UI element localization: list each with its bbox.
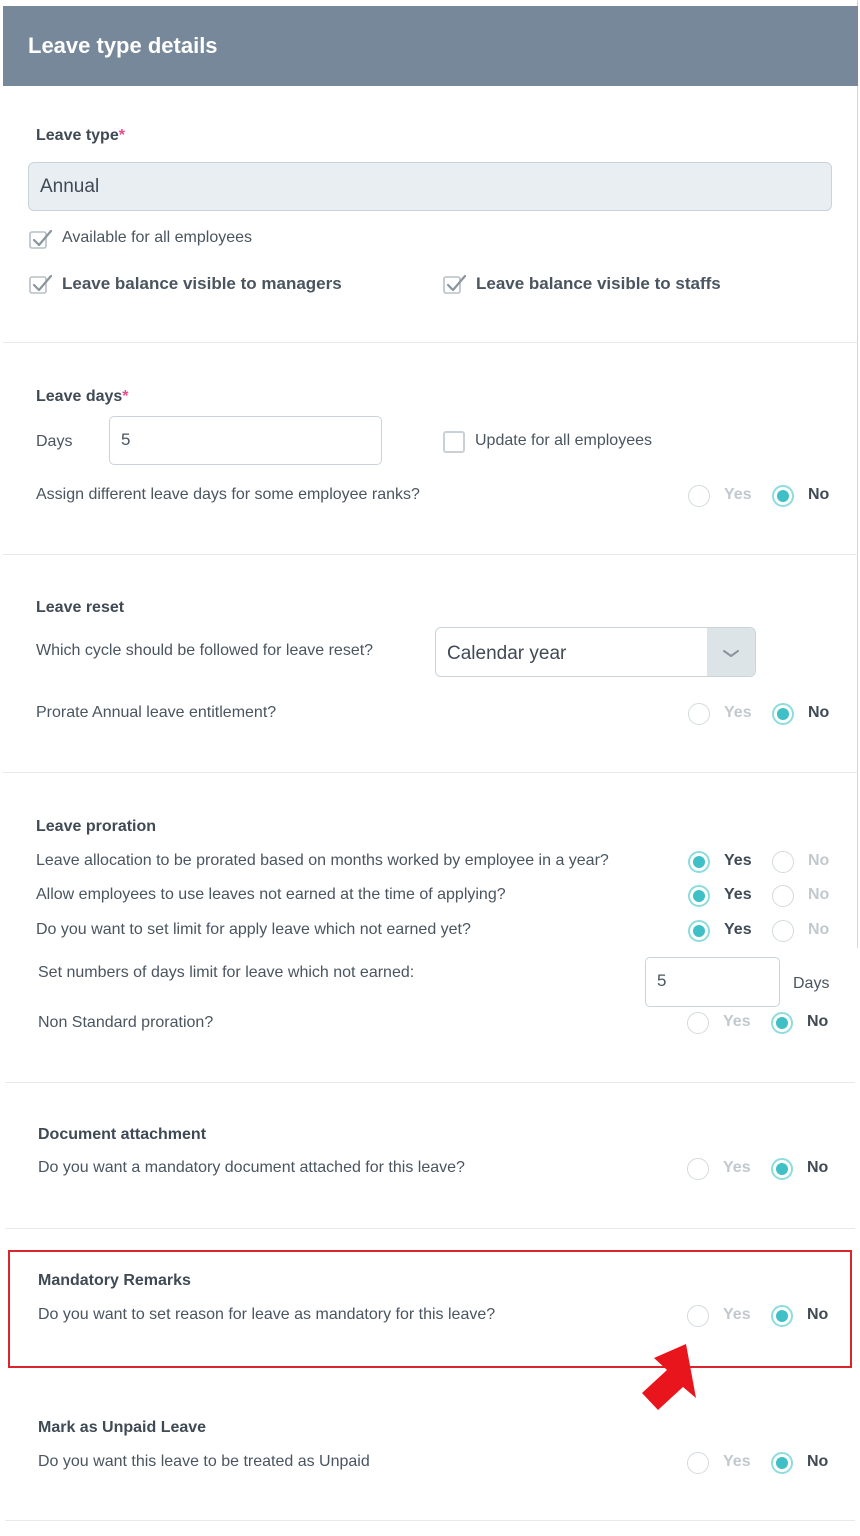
ranks-no-label: No <box>808 486 830 503</box>
ranks-yes-label: Yes <box>724 486 752 503</box>
ranks-question: Assign different leave days for some employee ranks? <box>36 486 420 503</box>
q4-yes-radio[interactable] <box>687 1012 709 1034</box>
red-arrow-icon <box>636 1340 702 1414</box>
section-divider <box>5 1520 855 1521</box>
q1-no-radio[interactable] <box>772 851 794 873</box>
visible-staffs-checkbox[interactable] <box>443 273 467 295</box>
unpaid-no-label: No <box>807 1453 829 1470</box>
remarks-no-label: No <box>807 1306 829 1323</box>
document-no-radio[interactable] <box>771 1158 793 1180</box>
cycle-value: Calendar year <box>447 643 567 664</box>
prorate-no-label: No <box>808 704 830 721</box>
visible-staffs-label: Leave balance visible to staffs <box>476 274 721 293</box>
limit-label: Set numbers of days limit for leave which not earned: <box>38 964 415 981</box>
remarks-no-radio[interactable] <box>771 1305 793 1327</box>
document-yes-label: Yes <box>723 1159 751 1176</box>
ranks-no-radio[interactable] <box>772 485 794 507</box>
available-all-label: Available for all employees <box>62 229 253 246</box>
document-question: Do you want a mandatory document attached for this leave? <box>38 1159 465 1176</box>
unpaid-yes-label: Yes <box>723 1453 751 1470</box>
leave-days-label: Leave days* <box>36 388 129 405</box>
q1-yes-label: Yes <box>724 852 752 869</box>
days-label: Days <box>36 433 73 450</box>
section-divider <box>5 1228 855 1229</box>
unpaid-no-radio[interactable] <box>771 1452 793 1474</box>
section-divider <box>3 554 858 555</box>
available-all-checkbox[interactable] <box>29 228 53 250</box>
prorate-yes-radio[interactable] <box>688 703 710 725</box>
mandatory-remarks-label: Mandatory Remarks <box>38 1272 191 1289</box>
q1-yes-radio[interactable] <box>688 851 710 873</box>
prorate-question: Prorate Annual leave entitlement? <box>36 704 277 721</box>
update-all-checkbox[interactable] <box>443 431 465 453</box>
q2-yes-radio[interactable] <box>688 885 710 907</box>
q3-no-label: No <box>808 921 830 938</box>
remarks-yes-radio[interactable] <box>687 1305 709 1327</box>
limit-value: 5 <box>657 971 667 990</box>
unpaid-yes-radio[interactable] <box>687 1452 709 1474</box>
q3-yes-label: Yes <box>724 921 752 938</box>
cycle-select[interactable] <box>435 627 756 677</box>
leave-type-label: Leave type* <box>36 127 125 144</box>
chevron-down-icon <box>707 628 755 677</box>
q2-no-label: No <box>808 886 830 903</box>
q4-no-radio[interactable] <box>771 1012 793 1034</box>
q3-no-radio[interactable] <box>772 920 794 942</box>
cycle-question: Which cycle should be followed for leave reset? <box>36 642 374 659</box>
q3-yes-radio[interactable] <box>688 920 710 942</box>
proration-q4: Non Standard proration? <box>38 1014 214 1031</box>
leave-proration-label: Leave proration <box>36 818 157 835</box>
proration-q1: Leave allocation to be prorated based on months worked by employee in a year? <box>36 852 609 869</box>
days-input[interactable] <box>109 416 382 465</box>
panel-border <box>857 0 858 948</box>
q2-no-radio[interactable] <box>772 885 794 907</box>
panel-header <box>3 6 858 86</box>
document-attachment-label: Document attachment <box>38 1126 207 1143</box>
leave-type-input[interactable] <box>28 162 832 211</box>
required-marker: * <box>122 388 129 405</box>
ranks-yes-radio[interactable] <box>688 485 710 507</box>
document-no-label: No <box>807 1159 829 1176</box>
proration-q2: Allow employees to use leaves not earned at the time of applying? <box>36 886 506 903</box>
section-divider <box>5 1082 855 1083</box>
document-yes-radio[interactable] <box>687 1158 709 1180</box>
remarks-question: Do you want to set reason for leave as mandatory for this leave? <box>38 1306 496 1323</box>
unpaid-label: Mark as Unpaid Leave <box>38 1419 207 1436</box>
prorate-no-radio[interactable] <box>772 703 794 725</box>
leave-type-value: Annual <box>40 176 100 197</box>
q1-no-label: No <box>808 852 830 869</box>
limit-unit: Days <box>793 975 830 992</box>
cycle-dropdown-button[interactable] <box>707 628 755 676</box>
prorate-yes-label: Yes <box>724 704 752 721</box>
q2-yes-label: Yes <box>724 886 752 903</box>
unpaid-question: Do you want this leave to be treated as Unpaid <box>38 1453 370 1470</box>
update-all-label: Update for all employees <box>475 432 652 449</box>
days-value: 5 <box>121 430 131 449</box>
panel-title: Leave type details <box>28 33 218 58</box>
remarks-yes-label: Yes <box>723 1306 751 1323</box>
q4-no-label: No <box>807 1013 829 1030</box>
proration-q3: Do you want to set limit for apply leave which not earned yet? <box>36 921 471 938</box>
visible-managers-label: Leave balance visible to managers <box>62 274 342 293</box>
section-divider <box>3 772 858 773</box>
required-marker: * <box>118 127 125 144</box>
limit-input[interactable] <box>645 957 780 1007</box>
q4-yes-label: Yes <box>723 1013 751 1030</box>
visible-managers-checkbox[interactable] <box>29 273 53 295</box>
leave-reset-label: Leave reset <box>36 599 125 616</box>
section-divider <box>3 342 858 343</box>
